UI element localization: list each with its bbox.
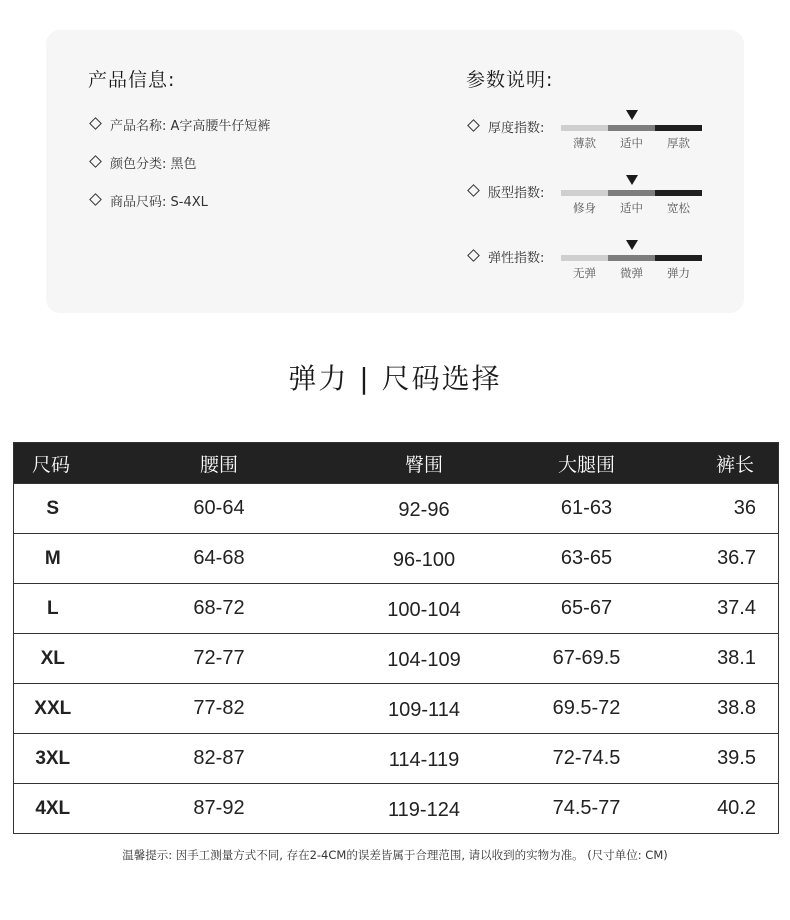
table-row (14, 584, 779, 634)
size-cell: L (14, 584, 92, 634)
table-row (14, 684, 779, 734)
waist-cell: 82-87 (92, 734, 347, 784)
selected-marker-icon (626, 175, 638, 185)
elasticity-param (466, 240, 726, 290)
length-cell: 36 (672, 484, 779, 534)
thigh-cell: 69.5-72 (502, 684, 672, 734)
waist-cell: 72-77 (92, 634, 347, 684)
header-waist: 腰围 (92, 443, 347, 484)
size-range-label: 商品尺码: S-4XL (110, 195, 208, 210)
header-length: 裤长 (672, 443, 779, 484)
elasticity-label: 弹性指数: (488, 251, 545, 266)
size-footnote: 温馨提示: 因手工测量方式不同, 存在2-4CM的误差皆属于合理范围, 请以收到的实物为准。 (尺寸单位: CM) (122, 848, 668, 862)
scale-bar (561, 125, 702, 131)
fit-label: 版型指数: (488, 186, 545, 201)
waist-cell: 68-72 (92, 584, 347, 634)
length-cell: 36.7 (672, 534, 779, 584)
hip-cell: 96-100 (347, 534, 502, 584)
size-cell: XL (14, 634, 92, 684)
waist-cell: 87-92 (92, 784, 347, 834)
length-cell: 40.2 (672, 784, 779, 834)
table-row (14, 484, 779, 534)
table-row (14, 634, 779, 684)
diamond-bullet-icon (467, 249, 480, 262)
product-info-list (88, 115, 270, 229)
header-thigh: 大腿围 (502, 443, 672, 484)
scale-option: 薄款 (573, 136, 596, 150)
color-category-label: 颜色分类: 黑色 (110, 157, 197, 172)
table-row (14, 784, 779, 834)
table-row (14, 734, 779, 784)
length-cell: 38.8 (672, 684, 779, 734)
waist-cell: 64-68 (92, 534, 347, 584)
diamond-bullet-icon (89, 155, 102, 168)
selected-marker-icon (626, 110, 638, 120)
scale-option: 适中 (620, 201, 643, 215)
thickness-scale (561, 110, 702, 160)
diamond-bullet-icon (89, 117, 102, 130)
size-cell: 3XL (14, 734, 92, 784)
diamond-bullet-icon (89, 193, 102, 206)
size-table (13, 442, 779, 834)
table-row (14, 534, 779, 584)
thigh-cell: 67-69.5 (502, 634, 672, 684)
scale-bar (561, 255, 702, 261)
size-cell: 4XL (14, 784, 92, 834)
color-category-item (88, 153, 270, 191)
fit-scale (561, 175, 702, 225)
size-range-item (88, 191, 270, 229)
scale-option: 修身 (573, 201, 596, 215)
thigh-cell: 63-65 (502, 534, 672, 584)
product-info-heading: 产品信息: (88, 69, 176, 91)
thigh-cell: 74.5-77 (502, 784, 672, 834)
thickness-label: 厚度指数: (488, 121, 545, 136)
section-title: 弹力 | 尺码选择 (288, 362, 502, 395)
diamond-bullet-icon (467, 184, 480, 197)
product-name-label: 产品名称: A字高腰牛仔短裤 (110, 119, 271, 134)
thigh-cell: 61-63 (502, 484, 672, 534)
scale-option: 适中 (620, 136, 643, 150)
length-cell: 39.5 (672, 734, 779, 784)
elasticity-scale (561, 240, 702, 290)
thigh-cell: 65-67 (502, 584, 672, 634)
hip-cell: 109-114 (347, 684, 502, 734)
hip-cell: 114-119 (347, 734, 502, 784)
waist-cell: 77-82 (92, 684, 347, 734)
header-hip: 臀围 (347, 443, 502, 484)
scale-option: 厚款 (667, 136, 690, 150)
scale-option: 微弹 (620, 266, 643, 280)
hip-cell: 100-104 (347, 584, 502, 634)
hip-cell: 92-96 (347, 484, 502, 534)
product-name-item (88, 115, 270, 153)
thigh-cell: 72-74.5 (502, 734, 672, 784)
info-card (46, 30, 744, 313)
scale-option: 无弹 (573, 266, 596, 280)
size-cell: S (14, 484, 92, 534)
hip-cell: 104-109 (347, 634, 502, 684)
length-cell: 37.4 (672, 584, 779, 634)
hip-cell: 119-124 (347, 784, 502, 834)
scale-option: 宽松 (667, 201, 690, 215)
length-cell: 38.1 (672, 634, 779, 684)
size-cell: XXL (14, 684, 92, 734)
size-cell: M (14, 534, 92, 584)
table-header-row (14, 443, 779, 484)
fit-param (466, 175, 726, 225)
scale-bar (561, 190, 702, 196)
thickness-param (466, 110, 726, 160)
selected-marker-icon (626, 240, 638, 250)
params-heading: 参数说明: (466, 69, 554, 91)
waist-cell: 60-64 (92, 484, 347, 534)
diamond-bullet-icon (467, 119, 480, 132)
header-size: 尺码 (14, 443, 92, 484)
scale-option: 弹力 (667, 266, 690, 280)
